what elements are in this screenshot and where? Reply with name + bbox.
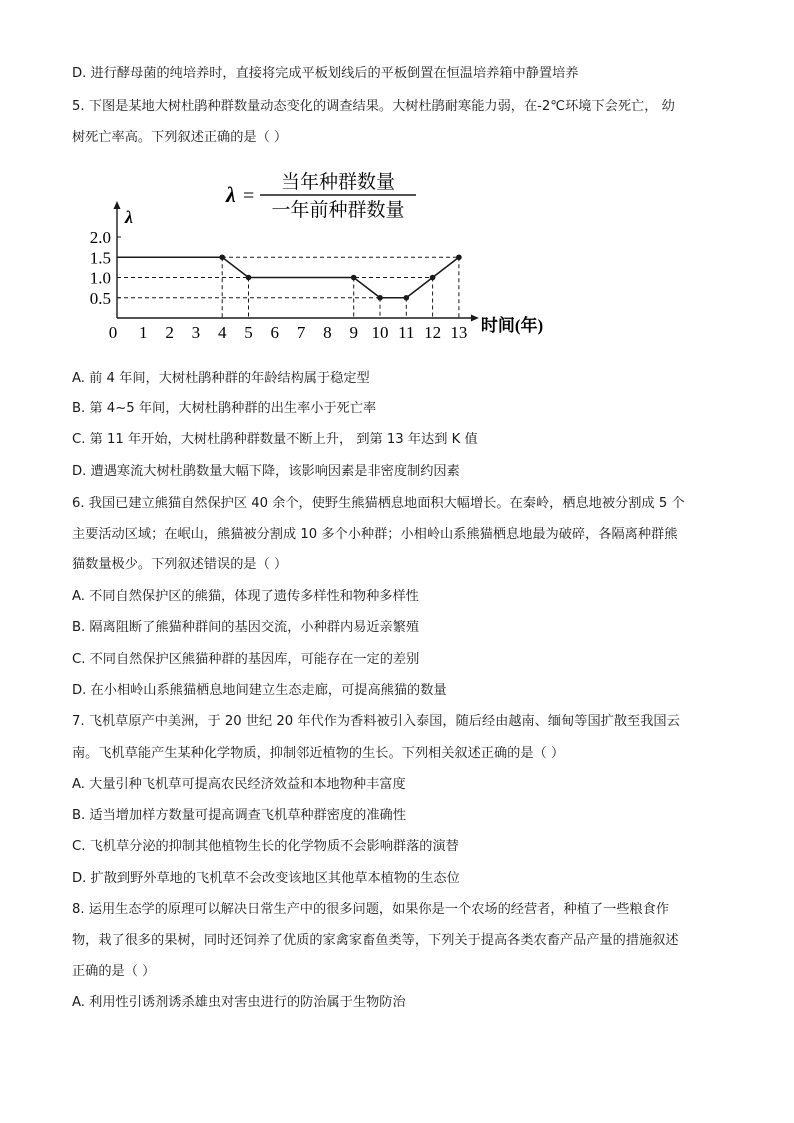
option-a: A. 利用性引诱剂诱杀雄虫对害虫进行的防治属于生物防治 [72,995,406,1010]
option-c: C. 飞机草分泌的抑制其他植物生长的化学物质不会影响群落的演替 [72,839,459,854]
formula-equals: = [243,185,255,207]
x-tick-label: 8 [323,323,332,342]
x-tick-label: 10 [371,323,389,342]
chart-axes [114,201,544,335]
x-tick-label: 0 [108,323,118,342]
formula-denominator: 一年前种群数量 [271,200,405,221]
x-tick-label: 6 [270,323,280,342]
text-line: D. 进行酵母菌的纯培养时，直接将完成平板划线后的平板倒置在恒温培养箱中静置培养 [72,66,579,81]
x-tick-label: 3 [191,323,201,342]
x-tick-label: 7 [296,323,306,342]
data-point [246,275,252,281]
chart-guides [117,257,459,318]
chart-ticks [90,228,468,342]
data-point [404,295,410,301]
y-tick-label: 0.5 [89,288,111,308]
option-d: D. 在小相岭山系熊猫栖息地间建立生态走廊，可提高熊猫的数量 [72,683,447,698]
x-tick-label: 4 [217,323,227,342]
x-tick-label: 2 [165,323,174,342]
y-tick-label: 2.0 [89,228,111,247]
data-point [351,275,357,281]
question-8-stem: 正确的是（ ） [72,964,156,979]
data-point [456,254,462,260]
option-d: D. 扩散到野外草地的飞机草不会改变该地区其他草本植物的生态位 [72,871,460,886]
question-5-stem: 5. 下图是某地大树杜鹃种群数量动态变化的调查结果。大树杜鹃耐寒能力弱，在-2℃环境下会死亡， 幼 [72,99,675,114]
x-tick-label: 13 [450,323,468,342]
question-7-stem: 南。飞机草能产生某种化学物质，抑制邻近植物的生长。下列相关叙述正确的是（ ） [72,746,565,761]
question-8-stem: 8. 运用生态学的原理可以解决日常生产中的很多问题，如果你是一个农场的经营者，种植了一些粮食作 [72,902,670,917]
question-6-stem: 6. 我国已建立熊猫自然保护区 40 余个，使野生熊猫栖息地面积大幅增长。在秦岭，栖息地被分割成 5 个 [72,496,685,511]
question-6-stem: 主要活动区域；在岷山，熊猫被分割成 10 多个小种群；小相岭山系熊猫栖息地最为破碎，各隔离种群熊 [72,527,678,542]
option-b: B. 第 4~5 年间，大树杜鹃种群的出生率小于死亡率 [72,401,377,416]
y-tick-label: 1.5 [89,248,111,268]
question-8-stem: 物，栽了很多的果树，同时还饲养了优质的家禽家畜鱼类等，下列关于提高各类农畜产品产量的措施叙述 [72,933,679,948]
y-tick-label: 1.0 [89,268,111,288]
x-axis-arrow [471,315,479,322]
x-tick-label: 5 [244,323,253,342]
option-a: A. 大量引种飞机草可提高农民经济效益和本地物种丰富度 [72,777,406,792]
y-axis-label: λ [125,207,133,227]
x-axis-label: 时间(年) [480,316,544,335]
option-c: C. 第 11 年开始，大树杜鹃种群数量不断上升， 到第 13 年达到 K 值 [72,432,478,447]
option-a: A. 不同自然保护区的熊猫，体现了遗传多样性和物种多样性 [72,589,419,604]
option-b: B. 适当增加样方数量可提高调查飞机草种群密度的准确性 [72,808,406,823]
lambda-chart [80,162,580,357]
option-c: C. 不同自然保护区熊猫种群的基因库，可能存在一定的差别 [72,652,420,667]
formula-symbol: λ [226,182,236,207]
question-6-stem: 猫数量极少。下列叙述错误的是（ ） [72,557,288,572]
data-point [377,295,383,301]
formula-numerator: 当年种群数量 [280,172,396,193]
option-a: A. 前 4 年间，大树杜鹃种群的年龄结构属于稳定型 [72,371,370,386]
x-tick-label: 12 [424,323,442,342]
data-point [219,254,225,260]
y-axis-arrow [114,201,121,209]
x-tick-label: 9 [349,323,358,342]
x-tick-label: 11 [398,323,415,342]
option-d: D. 遭遇寒流大树杜鹃数量大幅下降，该影响因素是非密度制约因素 [72,464,460,479]
x-tick-label: 1 [139,323,148,342]
lambda-formula [225,171,416,221]
question-7-stem: 7. 飞机草原产中美洲，于 20 世纪 20 年代作为香料被引入泰国，随后经由越南、缅甸等国扩散至我国云 [72,714,680,729]
option-b: B. 隔离阻断了熊猫种群间的基因交流，小种群内易近亲繁殖 [72,620,420,635]
question-5-stem: 树死亡率高。下列叙述正确的是（ ） [72,130,288,145]
data-point [430,275,436,281]
